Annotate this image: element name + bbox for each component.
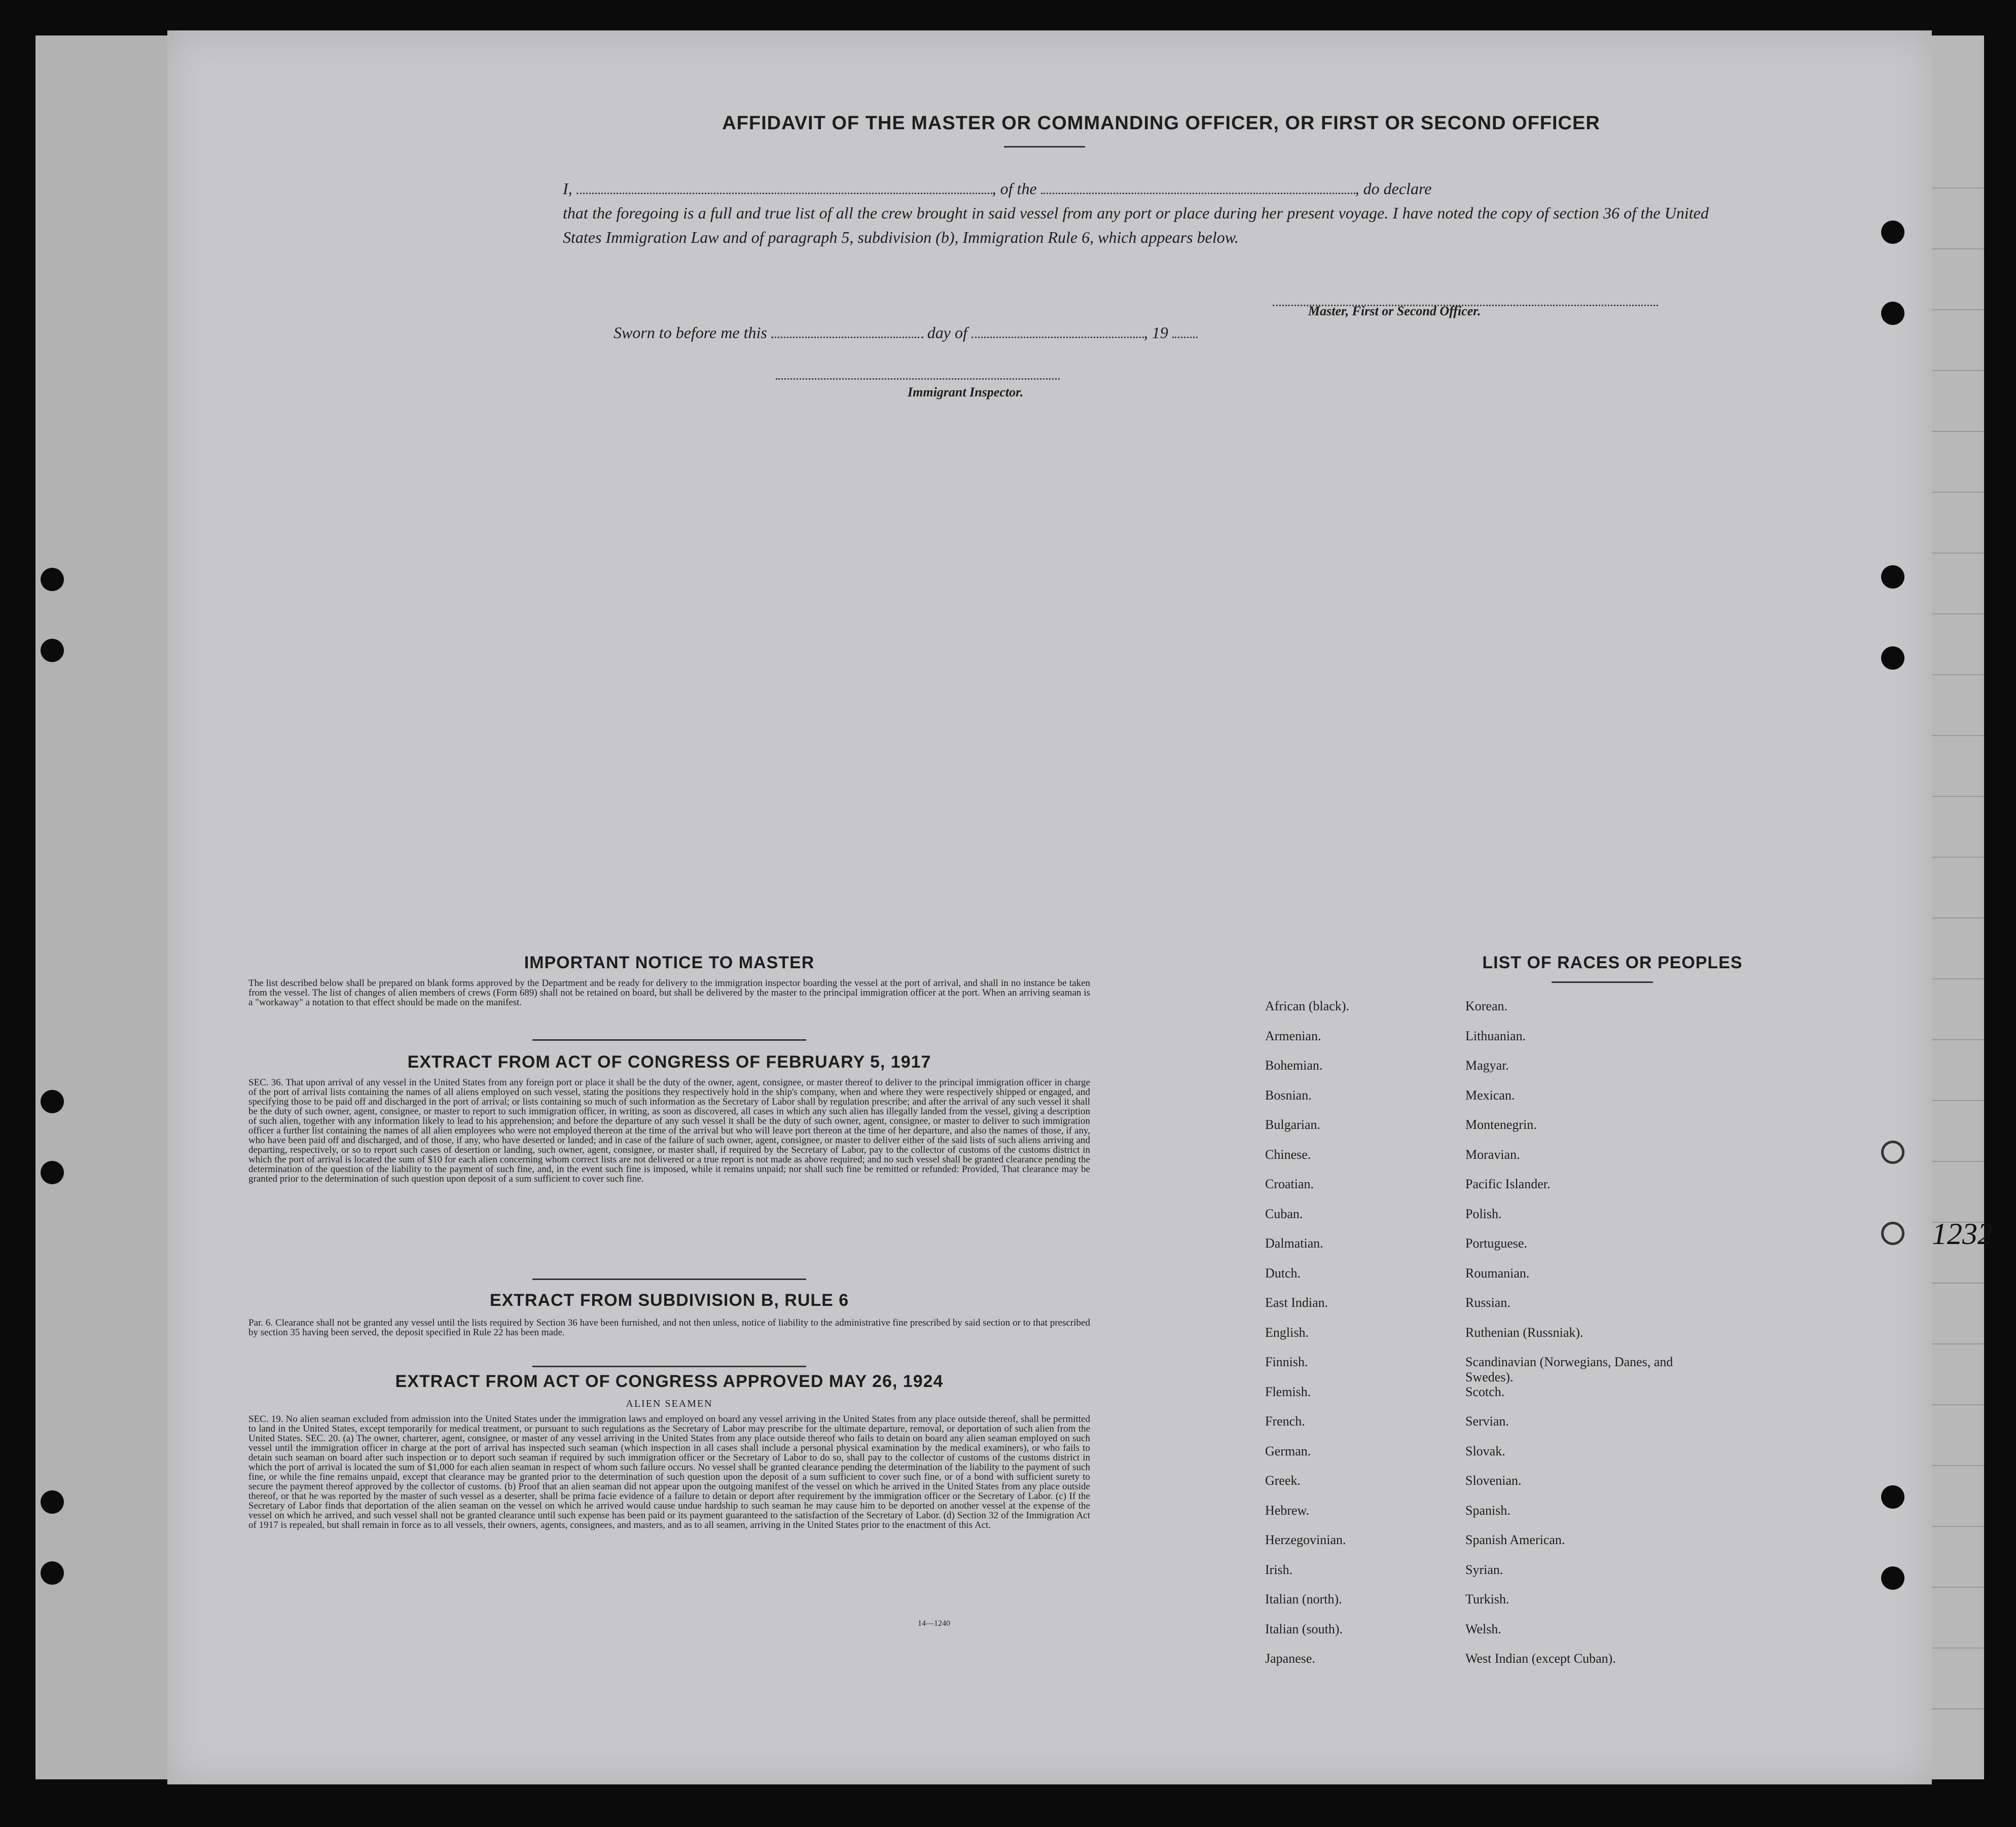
race-item: Moravian.: [1465, 1147, 1520, 1162]
extract-1917-text: SEC. 36. That upon arrival of any vessel in the United States from any foreign port or place it shall be the duty of the owner, agent, consignee, or master thereof to deliver to the principal immigration officer in charge of the port of arrival lists containing the names of all aliens employed on such vessel, stating the positions they respectively hold in the ship's company, when and where they were respectively shipped or engaged, and specifying those to be paid off and discharged in the port of arrival; or lists containing so much of such information as the Secretary of Labor shall by regulation prescribe; and after the arrival of any such vessel it shall be the duty of such owner, agent, consignee, or master to report to such immigration officer, in writing, as soon as discovered, all cases in which any such alien has illegally landed from the vessel, giving a description of such alien, together with any information likely to lead to his apprehension; and before the departure of any such vessel it shall be the duty of such owner, agent, consignee, or master to deliver to such immigration officer a further list containing the names of all alien employees who were not employed thereon at the time of the arrival but who will leave port thereon at the time of her departure, and also the names of those, if any, who have been paid off and discharged, and of those, if any, who have deserted or landed; and in case of the failure of such owner, agent, consignee, or master to deliver either of the said lists of such aliens arriving and departing, respectively, or so to report such cases of desertion or landing, such owner, agent, consignee, or master shall, if required by the Secretary of Labor, pay to the collector of customs of the customs district in which the port of arrival is located the sum of $10 for each alien concerning whom correct lists are not delivered or a true report is not made as above required; and no such vessel shall be granted clearance pending the determination of the question of the liability to the payment of such fine, and, in the event such fine is imposed, while it remains unpaid; nor shall such fine be remitted or refunded: Provided, That clearance may be granted prior to the determination of such question upon deposit of a sum sufficient to cover such fine.: [248, 1077, 1090, 1184]
punch-hole: [1881, 1141, 1904, 1164]
race-item: Cuban.: [1265, 1206, 1303, 1221]
race-item: Italian (south).: [1265, 1621, 1343, 1636]
race-item: Bohemian.: [1265, 1058, 1323, 1073]
race-item: Roumanian.: [1465, 1265, 1530, 1281]
handwritten-number: 1232: [1932, 1217, 1993, 1251]
race-item: Dalmatian.: [1265, 1236, 1323, 1251]
notice-text: The list described below shall be prepared on blank forms approved by the Department and be ready for delivery to the immigration inspector boarding the vessel at the port of arrival, and shall in no instance be taken from the vessel. The list of changes of alien members of crews (Form 689) shall not be retained on board, but shall be delivered by the master to the principal immigration officer at the port. When an arriving seaman is a "workaway" a notation to that effect should be made on the manifest.: [248, 978, 1090, 1008]
punch-hole: [41, 568, 64, 591]
inspector-signature-field[interactable]: [776, 365, 1060, 380]
extract-rule6-title: EXTRACT FROM SUBDIVISION B, RULE 6: [489, 1291, 849, 1310]
vessel-name-field[interactable]: [1041, 179, 1355, 194]
race-item: African (black).: [1265, 999, 1350, 1013]
race-item: Italian (north).: [1265, 1592, 1342, 1606]
extract-1924-title: EXTRACT FROM ACT OF CONGRESS APPROVED MAY 26, 1924: [395, 1372, 944, 1391]
race-item: Chinese.: [1265, 1147, 1311, 1162]
affidavit-i: I,: [563, 179, 572, 198]
punch-hole: [1881, 1222, 1904, 1245]
race-item: Greek.: [1265, 1473, 1301, 1488]
day-of-label: day of: [927, 323, 967, 342]
master-signature-label: Master, First or Second Officer.: [1308, 304, 1481, 318]
notice-rule: [532, 1039, 806, 1041]
race-item: Polish.: [1465, 1206, 1502, 1221]
race-item: Croatian.: [1265, 1177, 1314, 1191]
race-item: Ruthenian (Russniak).: [1465, 1325, 1583, 1340]
race-item: Turkish.: [1465, 1592, 1509, 1606]
race-item: Russian.: [1465, 1295, 1510, 1310]
punch-hole: [41, 1161, 64, 1184]
race-item: Welsh.: [1465, 1621, 1501, 1636]
sworn-label: Sworn to before me this: [614, 323, 767, 342]
extract-1917-title: EXTRACT FROM ACT OF CONGRESS OF FEBRUARY 5, 1917: [407, 1052, 931, 1072]
punch-hole: [1881, 1566, 1904, 1590]
punch-hole: [41, 1090, 64, 1113]
inspector-label: Immigrant Inspector.: [908, 385, 1024, 399]
race-item: Flemish.: [1265, 1384, 1311, 1399]
affidavit-title: AFFIDAVIT OF THE MASTER OR COMMANDING OFFICER, OR FIRST OR SECOND OFFICER: [722, 113, 1600, 134]
race-item: Servian.: [1465, 1414, 1509, 1429]
year-label: , 19: [1143, 323, 1168, 342]
race-item: West Indian (except Cuban).: [1465, 1651, 1616, 1666]
race-item: Spanish.: [1465, 1503, 1510, 1518]
punch-hole: [1881, 646, 1904, 670]
notice-title: IMPORTANT NOTICE TO MASTER: [524, 953, 815, 972]
race-item: Montenegrin.: [1465, 1117, 1537, 1132]
race-item: Bulgarian.: [1265, 1117, 1321, 1132]
race-item: East Indian.: [1265, 1295, 1328, 1310]
race-item: German.: [1265, 1443, 1311, 1458]
master-name-field[interactable]: [577, 179, 992, 194]
extract-1917-rule: [532, 1278, 806, 1280]
sworn-month-field[interactable]: [971, 323, 1144, 338]
punch-hole: [1881, 565, 1904, 589]
races-title-rule: [1552, 981, 1653, 983]
punch-hole: [1881, 221, 1904, 244]
race-item: Slovenian.: [1465, 1473, 1522, 1488]
affidavit-title-rule: [1004, 146, 1085, 148]
race-item: French.: [1265, 1414, 1305, 1429]
race-item: Japanese.: [1265, 1651, 1315, 1666]
race-item: Scandinavian (Norwegians, Danes, and Swedes).: [1465, 1355, 1673, 1384]
race-item: English.: [1265, 1325, 1309, 1340]
race-item: Slovak.: [1465, 1443, 1505, 1458]
race-item: Portuguese.: [1465, 1236, 1528, 1251]
punch-hole: [41, 1490, 64, 1514]
punch-hole: [41, 639, 64, 662]
affidavit-body: that the foregoing is a full and true list of all the crew brought in said vessel from any port or place during her present voyage. I have noted the copy of section 36 of the United States Immigration Law and of paragraph 5, subdivision (b), Immigration Rule 6, which appears below.: [563, 204, 1709, 246]
race-item: Herzegovinian.: [1265, 1532, 1346, 1547]
affidavit-declaration-line: [563, 176, 1709, 201]
race-item: Syrian.: [1465, 1562, 1503, 1577]
race-item: Spanish American.: [1465, 1532, 1565, 1547]
race-item: Armenian.: [1265, 1028, 1321, 1043]
extract-rule6-text: Par. 6. Clearance shall not be granted any vessel until the lists required by Section 36 have been furnished, and not then unless, notice of liability to the administrative fine prescribed by said section or to that prescribed by section 35 having been served, the deposit specified in Rule 22 has been made.: [248, 1318, 1090, 1338]
races-title: LIST OF RACES OR PEOPLES: [1482, 953, 1743, 972]
punch-hole: [41, 1561, 64, 1585]
sworn-year-field[interactable]: [1172, 323, 1198, 338]
punch-hole: [1881, 1485, 1904, 1509]
sworn-day-field[interactable]: [771, 323, 923, 338]
extract-rule6-rule: [532, 1366, 806, 1367]
race-item: Korean.: [1465, 999, 1508, 1013]
race-item: Lithuanian.: [1465, 1028, 1526, 1043]
race-item: Mexican.: [1465, 1087, 1515, 1103]
race-item: Bosnian.: [1265, 1087, 1312, 1103]
document-page: [167, 30, 1932, 1784]
extract-1924-subtitle: ALIEN SEAMEN: [626, 1398, 713, 1409]
extract-1924-text: SEC. 19. No alien seaman excluded from admission into the United States under the immigration laws and employed on board any vessel arriving in the United States from any place outside thereof, shall be permitted to land in the United States, except temporarily for medical treatment, or pursuant to such regulations as the Secretary of Labor may prescribe for the ultimate departure, removal, or deportation of such alien from the United States. SEC. 20. (a) The owner, charterer, agent, consignee, or master of any vessel arriving in the United States from any place outside thereof who fails to detain on board any alien seaman employed on such vessel until the immigration officer in charge at the port of arrival has inspected such seaman (which inspection in all cases shall include a personal physical examination by the medical examiners), or who fails to detain such seaman on board after such inspection or to deport such seaman if required by such immigration officer or the Secretary of Labor to do so, shall pay to the collector of customs of the customs district in which the port of arrival is located the sum of $1,000 for each alien seaman in respect of whom such failure occurs. No vessel shall be granted clearance pending the determination of the liability to the payment of such fine, or while the fine remains unpaid, except that clearance may be granted prior to the determination of such question upon the deposit of a sum sufficient to cover such fine, or of a bond with sufficient surety to secure the payment thereof approved by the collector of customs. (b) Proof that an alien seaman did not appear upon the outgoing manifest of the vessel on which he arrived in the United States from any place outside thereof, or that he was reported by the master of such vessel as a deserter, shall be prima facie evidence of a failure to detain or deport after requirement by the immigration officer or the Secretary of Labor. (c) If the Secretary of Labor finds that deportation of the alien seaman on the vessel on which he arrived would cause undue hardship to such seaman he may cause him to be deported on another vessel at the expense of the vessel on which he arrived, and such vessel shall not be granted clearance until such expense has been paid or its payment guaranteed to the satisfaction of the Secretary of Labor. (d) Section 32 of the Immigration Act of 1917 is repealed, but shall remain in force as to all vessels, their owners, agents, consignees, and masters, and as to all seamen, arriving in the United States prior to the enactment of this Act.: [248, 1414, 1090, 1530]
race-item: Irish.: [1265, 1562, 1293, 1577]
race-item: Scotch.: [1465, 1384, 1505, 1399]
race-item: Pacific Islander.: [1465, 1177, 1551, 1191]
race-item: Magyar.: [1465, 1058, 1509, 1073]
affidavit-do-declare: , do declare: [1355, 179, 1432, 198]
race-item: Finnish.: [1265, 1355, 1308, 1369]
punch-hole: [1881, 302, 1904, 325]
race-item: Hebrew.: [1265, 1503, 1310, 1518]
race-item: Dutch.: [1265, 1265, 1301, 1281]
form-number: 14—1240: [918, 1619, 950, 1628]
affidavit-of-the: , of the: [992, 179, 1037, 198]
sworn-line: [614, 320, 1526, 345]
